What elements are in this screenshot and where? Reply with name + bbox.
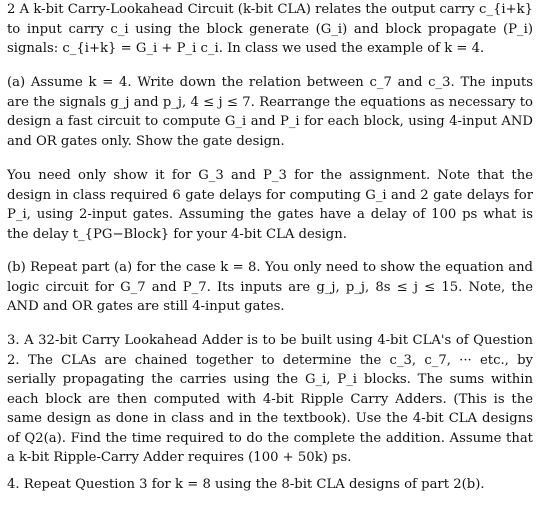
question-2-intro: 2 A k-bit Carry-Lookahead Circuit (k-bit CLA) relates the output carry c_{i+k} to input carry c_i using the block generate (G_i) and block propagate (P_i) signals: c_{i+k} = G_i + P_i c_i. In class we used the example of k = 4. (7, 2, 533, 56)
question-4: 4. Repeat Question 3 for k = 8 using the 8-bit CLA designs of part 2(b). (7, 477, 485, 492)
question-2-part-a: (a) Assume k = 4. Write down the relation between c_7 and c_3. The inputs are the signals g_j and p_j, 4 ≤ j ≤ 7. Rearrange the equations as necessary to design a fast circuit to compute G_i and P_i for each block, using 4-input AND and OR gates only. Show the gate design. (7, 75, 533, 149)
question-3: 3. A 32-bit Carry Lookahead Adder is to be built using 4-bit CLA's of Question 2. The CLAs are chained together to determine the c_3, c_7, ··· etc., by serially propagating the carries using the G_i, P_i blocks. The sums within each block are then computed with 4-bit Ripple Carry Adders. (This is the same design as done in class and in the textbook). Use the 4-bit CLA designs of Q2(a). Find the time required to do the complete the addition. Assume that a k-bit Ripple-Carry Adder requires (100 + 50k) ps. (7, 333, 533, 465)
question-2-assignment-note: You need only show it for G_3 and P_3 for the assignment. Note that the design in class required 6 gate delays for computing G_i and 2 gate delays for P_i, using 2-input gates. Assuming the gates have a delay of 100 ps what is the delay t_{PG−Block} for your 4-bit CLA design. (7, 168, 533, 242)
question-2-part-b: (b) Repeat part (a) for the case k = 8. You only need to show the equation and logic circuit for G_7 and P_7. Its inputs are g_j, p_j, 8s ≤ j ≤ 15. Note, the AND and OR gates are still 4-input gates. (7, 260, 533, 314)
